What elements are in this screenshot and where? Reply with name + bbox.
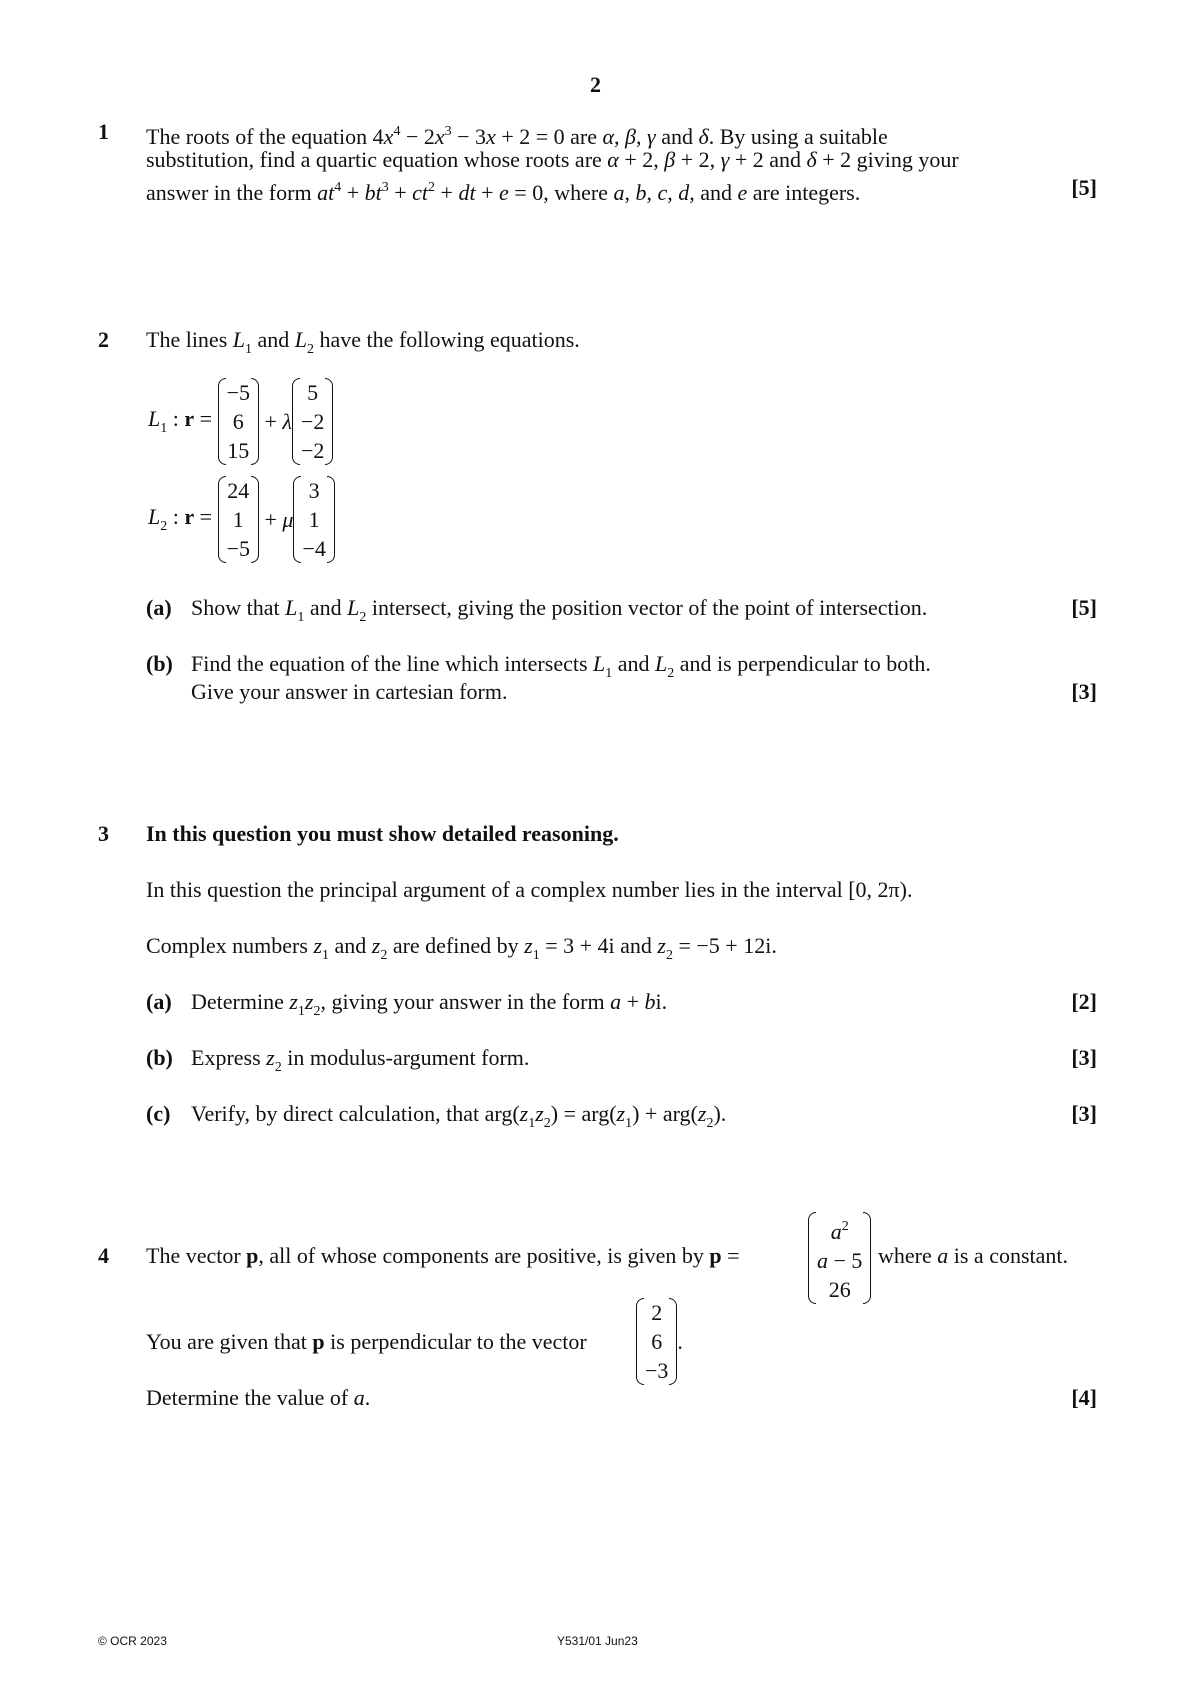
part-label: (b) <box>146 1045 173 1070</box>
question-text: The vector p, all of whose components are positive, is given by p = <box>146 1243 740 1268</box>
part-label: (a) <box>146 989 172 1014</box>
question-text: substitution, find a quartic equation whose roots are α + 2, β + 2, γ + 2 and δ + 2 giving your <box>146 147 959 172</box>
marks: [3] <box>1071 1045 1097 1070</box>
part-text: Express $z_2$ in modulus-argument form. <box>191 1045 530 1075</box>
question-text: answer in the form $at^4 + bt^3 + ct^2$ + dt + e = 0, where a, b, c, d, and e are integers. <box>146 180 861 205</box>
line-L2-equation: $L_2$ : r = 24 1 −5 + μ 3 1 −4 <box>148 476 335 563</box>
part-label: (b) <box>146 651 173 676</box>
question-heading: In this question you must show detailed reasoning. <box>146 821 619 846</box>
marks: [3] <box>1071 1101 1097 1126</box>
question-text: where a is a constant. <box>878 1243 1069 1268</box>
part-label: (c) <box>146 1101 171 1126</box>
perpendicular-vector: 2 6 −3 . <box>636 1298 683 1385</box>
L1-direction-vector: 5 −2 −2 <box>292 378 333 465</box>
question-text: The lines $L_1$ and $L_2$ have the following equations. <box>146 327 580 357</box>
question-number: 2 <box>98 327 109 352</box>
part-text: Verify, by direct calculation, that $arg(z_1z_2) = arg(z_1) + arg(z_2)$. <box>191 1101 727 1131</box>
page-number: 2 <box>590 72 601 97</box>
part-label: (a) <box>146 595 172 620</box>
part-text: Find the equation of the line which intersects $L_1$ and $L_2$ and is perpendicular to both. <box>191 651 931 681</box>
footer-copyright: © OCR 2023 <box>98 1634 167 1648</box>
question-text: Complex numbers $z_1$ and $z_2$ are defined by $z_1 = 3 + 4i$ and $z_2 = -5 + 12i$. <box>146 933 777 963</box>
footer-paper-code: Y531/01 Jun23 <box>557 1634 638 1648</box>
marks: [5] <box>1071 175 1097 200</box>
perpendicular-vector-matrix: 2 6 −3 <box>636 1298 677 1385</box>
marks: [3] <box>1071 679 1097 704</box>
p-vector <box>808 1212 871 1304</box>
question-text: The roots of the equation $4x^4 - 2x^3 - 3x + 2 = 0$ are α, β, γ and δ. By using a suitable <box>146 124 888 149</box>
L2-point-vector: 24 1 −5 <box>218 476 259 563</box>
question-text: You are given that p is perpendicular to the vector <box>146 1329 587 1354</box>
line-L1-equation: $L_1$ : r = −5 6 15 + λ 5 −2 −2 <box>148 378 333 465</box>
marks: [5] <box>1071 595 1097 620</box>
part-text: Show that $L_1$ and $L_2$ intersect, giving the position vector of the point of intersection. <box>191 595 928 625</box>
marks: [4] <box>1071 1385 1097 1410</box>
question-number: 3 <box>98 821 109 846</box>
question-text: Determine the value of a. <box>146 1385 371 1410</box>
marks: [2] <box>1071 989 1097 1014</box>
part-text: Give your answer in cartesian form. <box>191 679 508 704</box>
L1-point-vector: −5 6 15 <box>218 378 259 465</box>
question-number: 1 <box>98 119 109 144</box>
p-vector-matrix: $a^2$ a − 5 26 <box>808 1212 871 1304</box>
question-text: In this question the principal argument of a complex number lies in the interval [0, 2π). <box>146 877 913 902</box>
question-number: 4 <box>98 1243 109 1268</box>
part-text: Determine $z_1z_2$, giving your answer in the form a + bi. <box>191 989 668 1019</box>
L2-direction-vector: 3 1 −4 <box>293 476 334 563</box>
